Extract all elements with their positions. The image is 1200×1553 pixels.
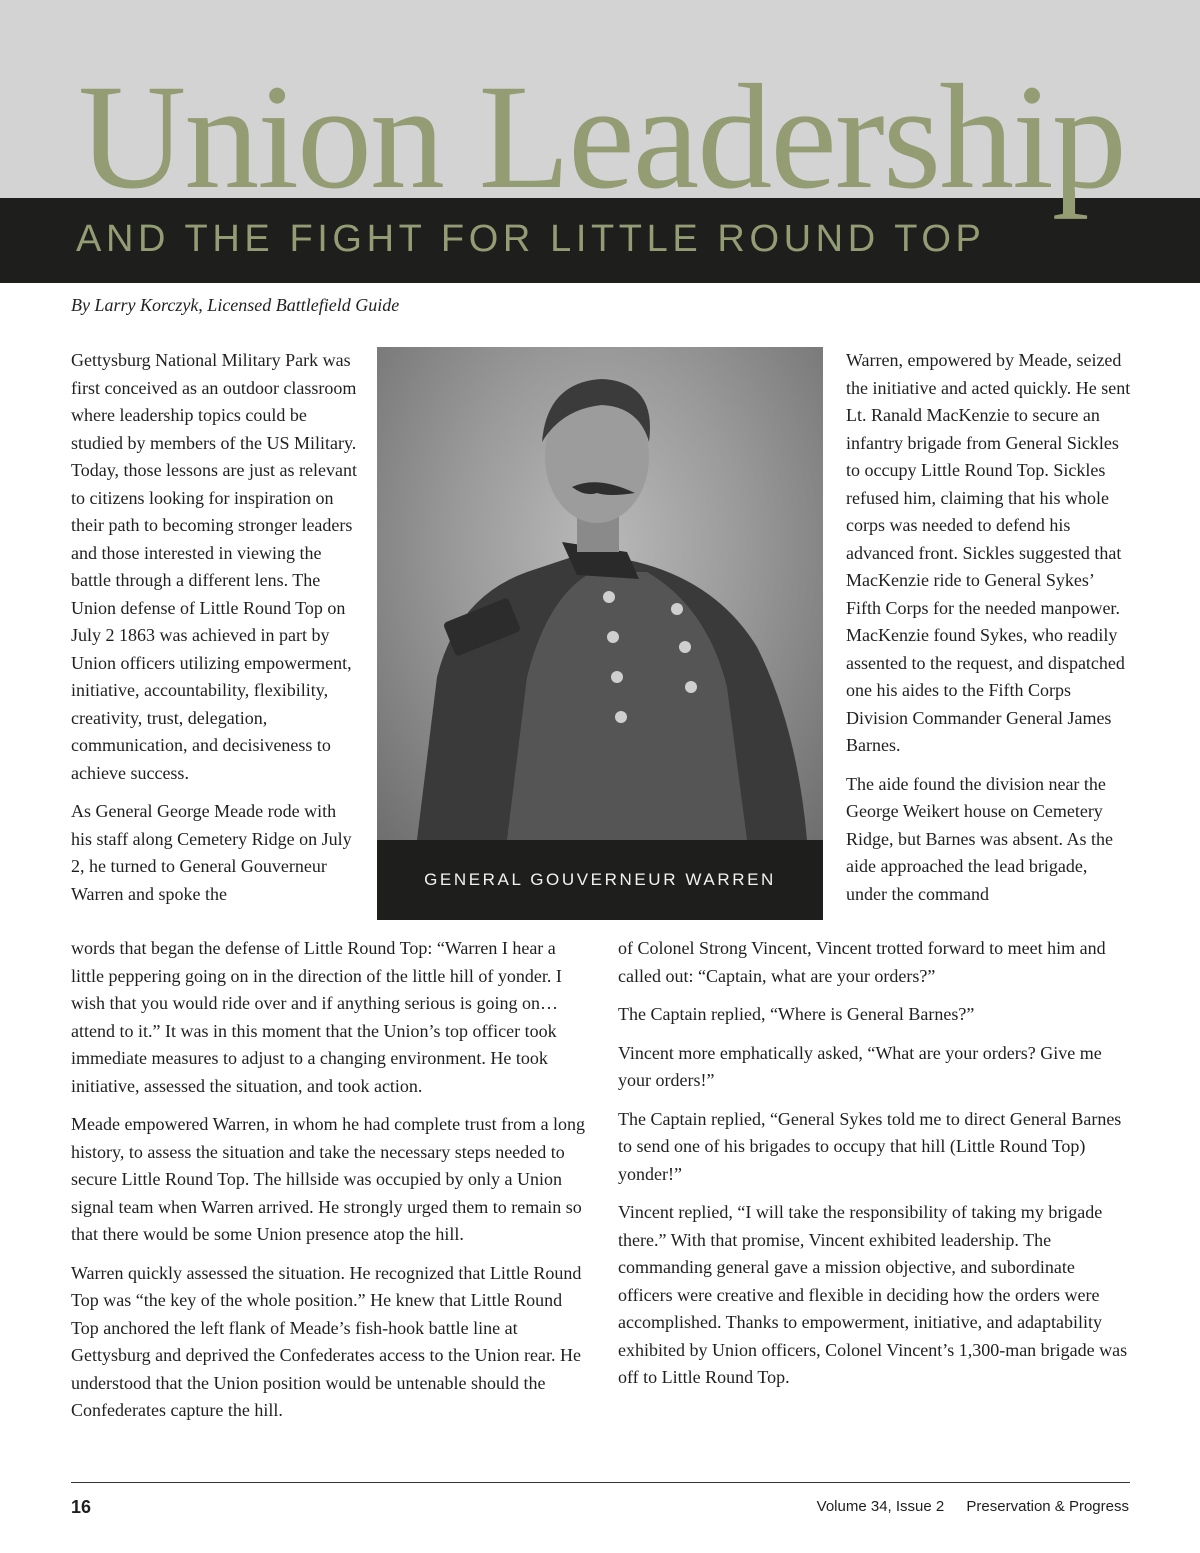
portrait-photo <box>377 347 823 840</box>
footer-title: Preservation & Progress <box>966 1498 1129 1515</box>
page-title: Union Leadership <box>78 54 1125 220</box>
page-subtitle: AND THE FIGHT FOR LITTLE ROUND TOP <box>76 218 986 260</box>
byline: By Larry Korczyk, Licensed Battlefield Guide <box>71 295 400 315</box>
page-number: 16 <box>71 1497 92 1517</box>
paragraph: of Colonel Strong Vincent, Vincent trotted forward to meet him and called out: “Captain, what are your orders?” <box>618 938 1106 986</box>
column-right-bottom <box>618 935 1130 1392</box>
paragraph: The aide found the division near the George Weikert house on Cemetery Ridge, but Barnes was absent. As the aide approached the lead brigade, under the command <box>846 773 1113 904</box>
column-right-top <box>846 347 1131 908</box>
paragraph: words that began the defense of Little Round Top: “Warren I hear a little peppering going on in the direction of the little hill of yonder. I wish that you would ride over and if anything serious is going on…attend to it.” It was in this moment that the Union’s top officer took immediate measures to adjust to a changing environment. He took initiative, assessed the situation, and took action. <box>71 938 562 1096</box>
paragraph: Meade empowered Warren, in whom he had complete trust from a long history, to assess the situation and take the necessary steps needed to secure Little Round Top. The hillside was occupied by only a Union signal team when Warren arrived. He strongly urged them to remain so that there would be some Union presence atop the hill. <box>71 1114 586 1244</box>
footer-publication <box>817 1498 1129 1515</box>
portrait-figure <box>377 347 823 920</box>
paragraph: The Captain replied, “General Sykes told me to direct General Barnes to send one of his brigades to occupy that hill (Little Round Top) yonder!” <box>618 1108 1122 1184</box>
paragraph: As General George Meade rode with his staff along Cemetery Ridge on July 2, he turned to General Gouverneur Warren and spoke the <box>71 801 352 904</box>
photo-caption: GENERAL GOUVERNEUR WARREN <box>424 870 776 889</box>
paragraph: Warren, empowered by Meade, seized the initiative and acted quickly. He sent Lt. Ranald MacKenzie to secure an infantry brigade from General Sickles to occupy Little Round Top. Sickles refused him, claiming that his whole corps was needed to defend his advanced front. Sickles suggested that MacKenzie ride to General Sykes’ Fifth Corps for the needed manpower. MacKenzie found Sykes, who readily assented to the request, and dispatched one his aides to the Fifth Corps Division Commander General James Barnes. <box>846 350 1131 755</box>
footer-divider <box>71 1482 1130 1483</box>
paragraph: Gettysburg National Military Park was first conceived as an outdoor classroom where leadership topics could be studied by members of the US Military. Today, those lessons are just as relevant to citizens looking for inspiration on their path to becoming stronger leaders and those interested in viewing the battle through a different lens. The Union defense of Little Round Top on July 2 1863 was achieved in part by Union officers utilizing empowerment, initiative, accountability, flexibility, creativity, trust, delegation, communication, and decisiveness to achieve success. <box>71 350 357 783</box>
paragraph: The Captain replied, “Where is General Barnes?” <box>618 1004 975 1024</box>
portrait-illustration <box>377 347 823 840</box>
paragraph: Warren quickly assessed the situation. He recognized that Little Round Top was “the key of the whole position.” He knew that Little Round Top anchored the left flank of Meade’s fish-hook battle line at Gettysburg and deprived the Confederates access to the Union rear. He understood that the Union position would be untenable should the Confederates capture the hill. <box>71 1262 582 1420</box>
paragraph: Vincent replied, “I will take the responsibility of taking my brigade there.” With that promise, Vincent exhibited leadership. The commanding general gave a mission objective, and subordinate officers were creative and flexible in deciding how the orders were accomplished. Thanks to empowerment, initiative, and adaptability exhibited by Union officers, Colonel Vincent’s 1,300-man brigade was off to Little Round Top. <box>618 1202 1128 1387</box>
column-left-top <box>71 347 361 908</box>
paragraph: Vincent more emphatically asked, “What are your orders? Give me your orders!” <box>618 1042 1102 1090</box>
column-left-bottom <box>71 935 586 1425</box>
footer-volume: Volume 34, Issue 2 <box>816 1498 945 1515</box>
